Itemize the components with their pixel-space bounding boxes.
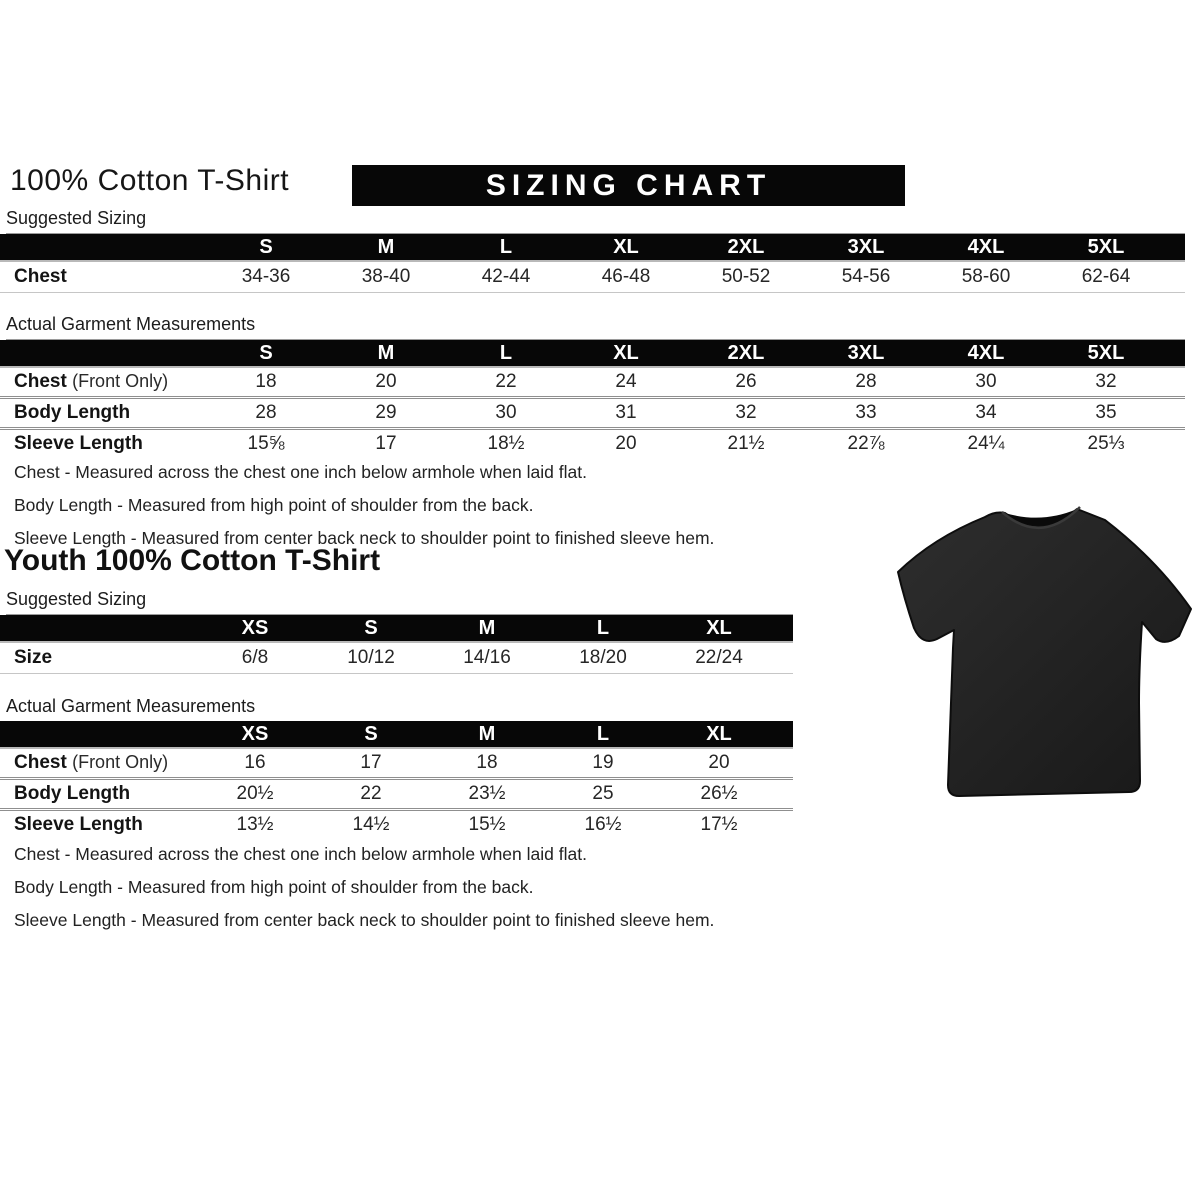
measurement-cell: 32 <box>735 402 757 423</box>
size-column-header: L <box>446 340 566 367</box>
measurement-cell: 31 <box>615 402 637 423</box>
size-column-header: 2XL <box>686 234 806 261</box>
measurement-cell: 58-60 <box>961 266 1011 287</box>
size-column-header: 3XL <box>806 234 926 261</box>
measurement-cell: 16½ <box>584 814 622 835</box>
measurement-cell: 18 <box>476 752 498 773</box>
measurement-cell: 62-64 <box>1081 266 1131 287</box>
size-column-header: S <box>313 615 429 642</box>
row-label: Body Length <box>14 402 131 423</box>
tshirt-body <box>898 509 1191 796</box>
measurement-cell: 29 <box>375 402 397 423</box>
row-label: Chest (Front Only) <box>14 371 169 392</box>
row-spacer <box>777 642 793 674</box>
measurement-row <box>0 261 1185 293</box>
measurement-cell: 32 <box>1095 371 1117 392</box>
adult-suggested-sizing-table <box>0 234 1185 293</box>
header-corner <box>0 721 197 748</box>
row-spacer <box>1166 429 1185 459</box>
measurement-row <box>0 810 793 840</box>
header-row <box>0 234 1185 261</box>
row-label: Sleeve Length <box>14 433 143 454</box>
size-column-header: S <box>313 721 429 748</box>
size-column-header: M <box>429 721 545 748</box>
measurement-cell: 17 <box>375 433 397 454</box>
size-column-header: 2XL <box>686 340 806 367</box>
size-column-header: XL <box>566 340 686 367</box>
header-corner <box>0 234 206 261</box>
measurement-cell: 20 <box>615 433 637 454</box>
measurement-cell: 6/8 <box>241 647 269 668</box>
measurement-row <box>0 367 1185 398</box>
adult-measurement-notes <box>14 456 714 555</box>
measurement-cell: 14/16 <box>463 647 511 668</box>
sizing-chart-banner-text: SIZING CHART <box>485 168 772 202</box>
measurement-cell: 22⅞ <box>847 433 885 454</box>
measurement-cell: 26 <box>735 371 757 392</box>
measurement-cell: 25 <box>592 783 614 804</box>
youth-actual-measurements-label: Actual Garment Measurements <box>6 696 793 722</box>
row-spacer <box>1166 398 1185 429</box>
youth-suggested-sizing-label: Suggested Sizing <box>6 589 793 615</box>
measurement-cell: 16 <box>244 752 266 773</box>
measurement-row <box>0 779 793 810</box>
header-row <box>0 721 793 748</box>
size-column-header: XS <box>197 721 313 748</box>
tshirt-image <box>895 488 1195 808</box>
row-label: Chest (Front Only) <box>14 752 169 773</box>
measurement-cell: 54-56 <box>841 266 891 287</box>
size-column-header: M <box>326 340 446 367</box>
sizing-chart-banner <box>352 165 905 206</box>
size-column-header: 3XL <box>806 340 926 367</box>
note-line: Sleeve Length - Measured from center back neck to shoulder point to finished sleeve hem. <box>14 910 715 930</box>
black-tshirt-photo <box>895 488 1195 808</box>
header-spacer <box>777 721 793 748</box>
size-column-header: 5XL <box>1046 234 1166 261</box>
row-spacer <box>1166 261 1185 293</box>
header-corner <box>0 615 197 642</box>
measurement-cell: 20 <box>708 752 730 773</box>
note-line: Body Length - Measured from high point of shoulder from the back. <box>14 877 534 897</box>
size-column-header: 4XL <box>926 340 1046 367</box>
measurement-cell: 35 <box>1095 402 1117 423</box>
measurement-cell: 18½ <box>487 433 525 454</box>
size-column-header: L <box>545 721 661 748</box>
row-spacer <box>777 810 793 840</box>
measurement-cell: 38-40 <box>361 266 411 287</box>
measurement-cell: 17½ <box>700 814 738 835</box>
header-spacer <box>777 615 793 642</box>
size-column-header: L <box>545 615 661 642</box>
size-column-header: XL <box>661 721 777 748</box>
measurement-row <box>0 429 1185 459</box>
size-column-header: M <box>326 234 446 261</box>
row-spacer <box>777 779 793 810</box>
size-column-header: S <box>206 234 326 261</box>
row-label: Sleeve Length <box>14 814 143 835</box>
header-spacer <box>1166 234 1185 261</box>
measurement-cell: 23½ <box>468 783 506 804</box>
header-spacer <box>1166 340 1185 367</box>
measurement-cell: 30 <box>975 371 997 392</box>
size-column-header: XL <box>566 234 686 261</box>
measurement-cell: 28 <box>255 402 277 423</box>
row-spacer <box>777 748 793 779</box>
adult-actual-measurements-label: Actual Garment Measurements <box>6 314 1185 340</box>
row-label: Body Length <box>14 783 131 804</box>
measurement-cell: 42-44 <box>481 266 531 287</box>
measurement-cell: 22/24 <box>695 647 743 668</box>
note-line: Body Length - Measured from high point of shoulder from the back. <box>14 495 534 515</box>
row-spacer <box>1166 367 1185 398</box>
measurement-cell: 22 <box>495 371 517 392</box>
measurement-cell: 20½ <box>236 783 274 804</box>
measurement-cell: 26½ <box>700 783 738 804</box>
row-label: Size <box>14 647 53 668</box>
header-corner <box>0 340 206 367</box>
measurement-row <box>0 748 793 779</box>
measurement-cell: 18 <box>255 371 277 392</box>
row-label: Chest <box>14 266 67 287</box>
measurement-cell: 33 <box>855 402 877 423</box>
measurement-cell: 28 <box>855 371 877 392</box>
measurement-cell: 25⅓ <box>1087 433 1125 454</box>
measurement-row <box>0 642 793 674</box>
measurement-cell: 20 <box>375 371 397 392</box>
youth-measurement-notes <box>14 838 714 937</box>
measurement-cell: 17 <box>360 752 382 773</box>
measurement-cell: 50-52 <box>721 266 771 287</box>
measurement-cell: 22 <box>360 783 382 804</box>
measurement-row <box>0 398 1185 429</box>
note-line: Chest - Measured across the chest one inch below armhole when laid flat. <box>14 844 587 864</box>
size-column-header: S <box>206 340 326 367</box>
measurement-cell: 24¼ <box>967 433 1005 454</box>
measurement-cell: 14½ <box>352 814 390 835</box>
page-title: 100% Cotton T-Shirt <box>10 164 290 197</box>
measurement-cell: 15½ <box>468 814 506 835</box>
youth-actual-measurements-table <box>0 721 793 839</box>
measurement-cell: 30 <box>495 402 517 423</box>
header-row <box>0 615 793 642</box>
size-column-header: 4XL <box>926 234 1046 261</box>
youth-suggested-sizing-table <box>0 615 793 674</box>
measurement-cell: 19 <box>592 752 614 773</box>
size-column-header: XS <box>197 615 313 642</box>
measurement-cell: 21½ <box>727 433 765 454</box>
measurement-cell: 10/12 <box>347 647 395 668</box>
measurement-cell: 34-36 <box>241 266 291 287</box>
measurement-cell: 15⅝ <box>247 433 285 454</box>
note-line: Sleeve Length - Measured from center back neck to shoulder point to finished sleeve hem. <box>14 528 715 548</box>
youth-section-title: Youth 100% Cotton T-Shirt <box>4 544 381 577</box>
measurement-cell: 13½ <box>236 814 274 835</box>
measurement-cell: 18/20 <box>579 647 627 668</box>
adult-actual-measurements-table <box>0 340 1185 458</box>
adult-suggested-sizing-label: Suggested Sizing <box>6 208 1185 234</box>
header-row <box>0 340 1185 367</box>
measurement-cell: 24 <box>615 371 637 392</box>
note-line: Chest - Measured across the chest one inch below armhole when laid flat. <box>14 462 587 482</box>
measurement-cell: 34 <box>975 402 997 423</box>
size-column-header: XL <box>661 615 777 642</box>
size-column-header: M <box>429 615 545 642</box>
size-column-header: 5XL <box>1046 340 1166 367</box>
measurement-cell: 46-48 <box>601 266 651 287</box>
size-column-header: L <box>446 234 566 261</box>
